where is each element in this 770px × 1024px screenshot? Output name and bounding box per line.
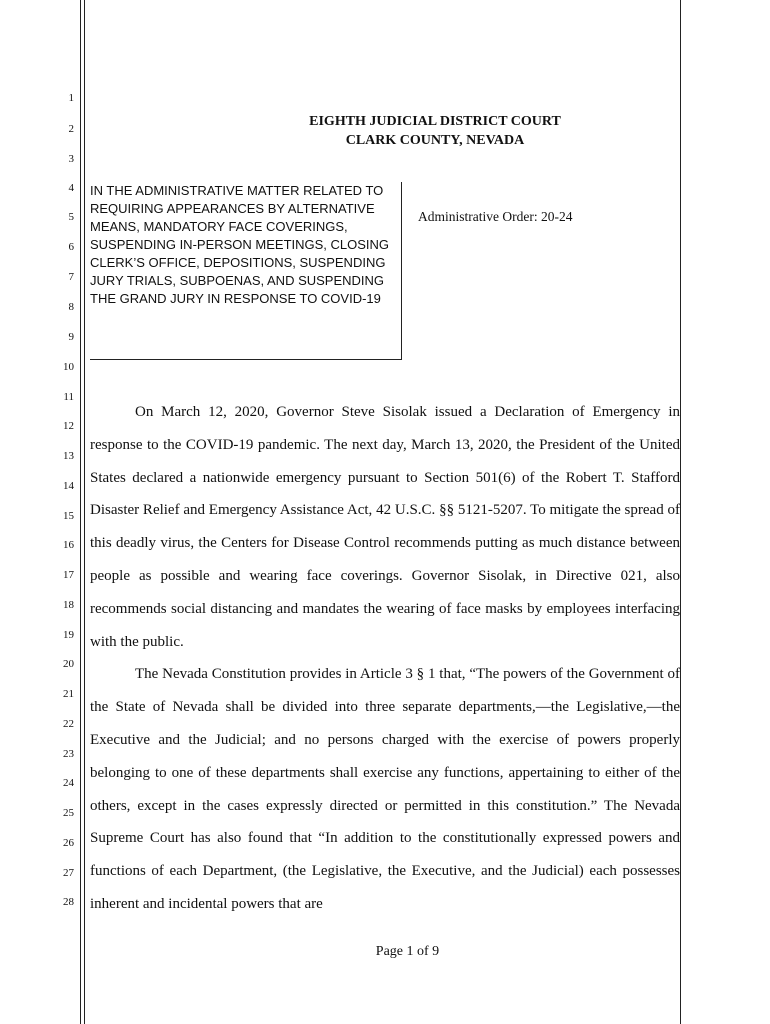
line-number: 27	[63, 867, 74, 879]
line-number: 1	[68, 92, 74, 104]
line-number: 4	[68, 182, 74, 194]
left-margin-rule-outer	[80, 0, 81, 1024]
line-number: 11	[63, 391, 74, 403]
line-number: 6	[68, 241, 74, 253]
line-number: 14	[63, 480, 74, 492]
line-number: 15	[63, 510, 74, 522]
court-name: EIGHTH JUDICIAL DISTRICT COURT	[309, 114, 561, 129]
line-number: 10	[63, 361, 74, 373]
line-number: 28	[63, 896, 74, 908]
line-number: 3	[68, 153, 74, 165]
line-number: 16	[63, 539, 74, 551]
court-header	[200, 112, 670, 150]
administrative-order-number: Administrative Order: 20-24	[418, 209, 573, 224]
line-number: 25	[63, 807, 74, 819]
line-number: 2	[68, 123, 74, 135]
line-number: 23	[63, 748, 74, 760]
line-number: 9	[68, 331, 74, 343]
line-number: 17	[63, 569, 74, 581]
line-number: 20	[63, 658, 74, 670]
line-number: 22	[63, 718, 74, 730]
county-name: CLARK COUNTY, NEVADA	[345, 133, 525, 148]
line-number: 21	[63, 688, 74, 700]
line-number: 7	[68, 271, 74, 283]
page-number: Page 1 of 9	[375, 944, 440, 959]
line-number: 24	[63, 777, 74, 789]
line-number: 26	[63, 837, 74, 849]
case-caption: IN THE ADMINISTRATIVE MATTER RELATED TO REQUIRING APPEARANCES BY ALTERNATIVE MEANS, MANDATORY FACE COVERINGS, SUSPENDING IN-PERSON MEETINGS, CLOSING CLERK’S OFFICE, DEPOSITIONS, SUSPENDING JURY TRIALS, SUBPOENAS, AND SUSPENDING THE GRAND JURY IN RESPONSE TO COVID-19	[90, 183, 390, 306]
body-paragraph: On March 12, 2020, Governor Steve Sisolak issued a Declaration of Emergency in response to the COVID-19 pandemic. The next day, March 13, 2020, the President of the United States declared a nationwide emergency pursuant to Section 501(6) of the Robert T. Stafford Disaster Relief and Emergency Assistance Act, 42 U.S.C. §§ 5121-5207. To mitigate the spread of this deadly virus, the Centers for Disease Control recommends putting as much distance between people as possible and wearing face coverings. Governor Sisolak, in Directive 021, also recommends social distancing and mandates the wearing of face masks by employees interfacing with the public.	[90, 404, 680, 650]
left-margin-rule-inner	[84, 0, 85, 1024]
line-number: 19	[63, 629, 74, 641]
line-number: 8	[68, 301, 74, 313]
document-body	[90, 396, 680, 921]
line-number: 5	[68, 211, 74, 223]
line-number: 13	[63, 450, 74, 462]
line-number: 12	[63, 420, 74, 432]
line-number: 18	[63, 599, 74, 611]
case-caption-box	[90, 182, 402, 360]
body-paragraph: The Nevada Constitution provides in Article 3 § 1 that, “The powers of the Government of the State of Nevada shall be divided into three separate departments,—the Legislative,—the Executive and the Judicial; and no persons charged with the exercise of powers properly belonging to one of these departments shall exercise any functions, appertaining to either of the others, except in the cases expressly directed or permitted in this constitution.” The Nevada Supreme Court has also found that “In addition to the constitutionally expressed powers and functions of each Department, (the Legislative, the Executive, and the Judicial) each possesses inherent and incidental powers that are	[90, 666, 680, 912]
right-margin-rule	[680, 0, 681, 1024]
